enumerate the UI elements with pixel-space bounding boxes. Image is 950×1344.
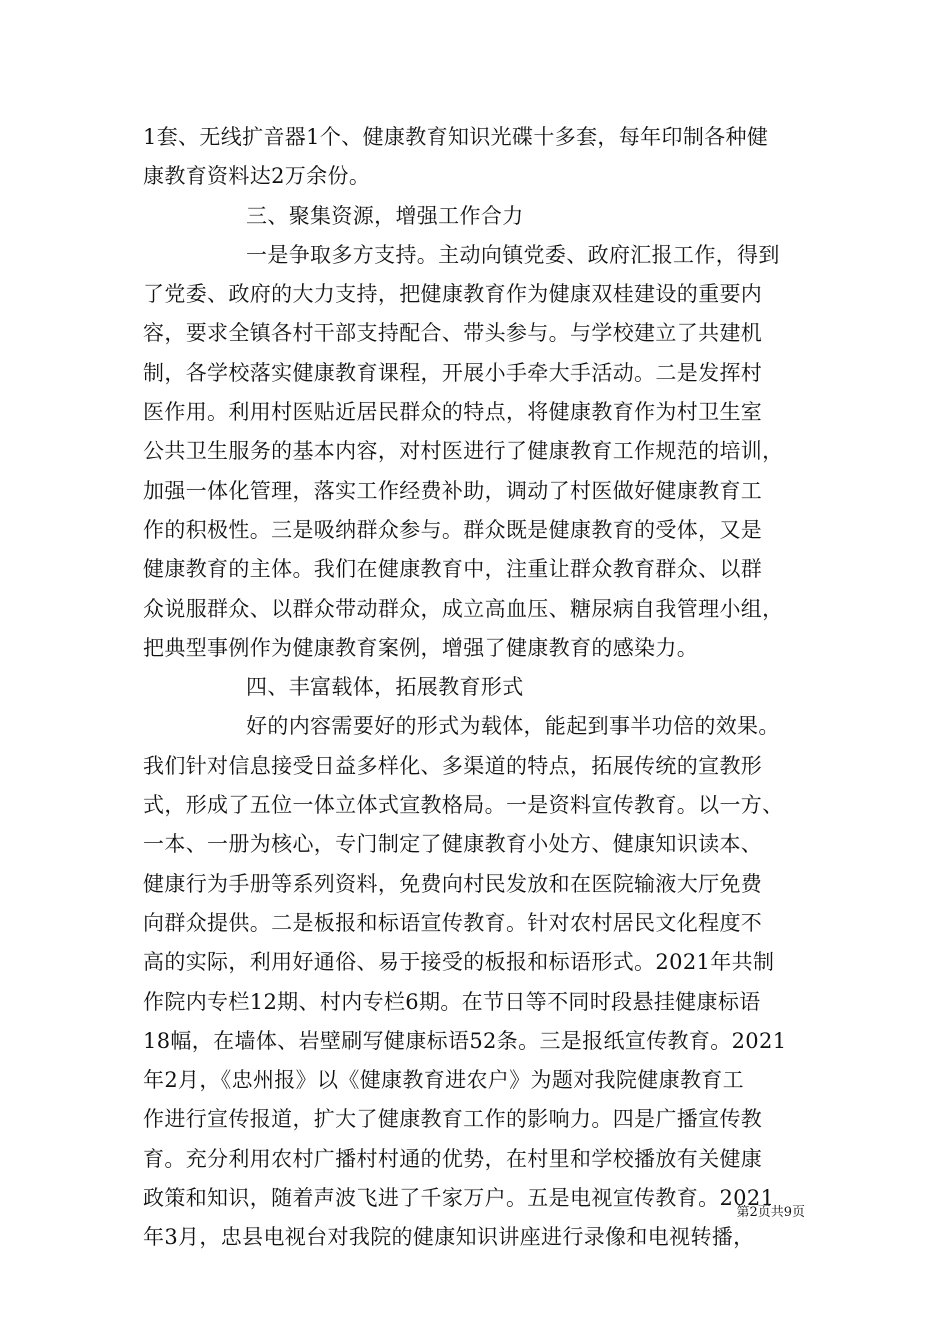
text-line: 年2月，《忠州报》以《健康教育进农户》为题对我院健康教育工 (143, 1068, 745, 1093)
text-line: 众说服群众、以群众带动群众，成立高血压、糖尿病自我管理小组， (143, 596, 784, 621)
text-line: 康教育资料达2万余份。 (143, 164, 371, 189)
text-line: 作的积极性。三是吸纳群众参与。群众既是健康教育的受体，又是 (143, 517, 763, 542)
text-line: 式，形成了五位一体立体式宣教格局。一是资料宣传教育。以一方、 (143, 793, 784, 818)
text-line: 加强一体化管理，落实工作经费补助，调动了村医做好健康教育工 (143, 478, 763, 503)
text-line: 公共卫生服务的基本内容，对村医进行了健康教育工作规范的培训， (143, 439, 784, 464)
section-heading: 四、丰富载体，拓展教育形式 (246, 675, 524, 700)
text-line: 我们针对信息接受日益多样化、多渠道的特点，拓展传统的宣教形 (143, 753, 763, 778)
body-text (143, 118, 807, 1258)
paragraph-start: 好的内容需要好的形式为载体，能起到事半功倍的效果。 (246, 714, 780, 739)
text-line: 1套、无线扩音器1个、健康教育知识光碟十多套，每年印制各种健 (143, 125, 769, 149)
text-line: 制，各学校落实健康教育课程，开展小手牵大手活动。二是发挥村 (143, 360, 763, 385)
section-heading: 三、聚集资源，增强工作合力 (246, 203, 524, 228)
text-line: 作进行宣传报道，扩大了健康教育工作的影响力。四是广播宣传教 (143, 1107, 763, 1132)
paragraph-start: 一是争取多方支持。主动向镇党委、政府汇报工作，得到 (246, 242, 780, 267)
text-line: 育。充分利用农村广播村村通的优势，在村里和学校播放有关健康 (143, 1146, 763, 1171)
text-line: 健康教育的主体。我们在健康教育中，注重让群众教育群众、以群 (143, 557, 763, 582)
text-line: 了党委、政府的大力支持，把健康教育作为健康双桂建设的重要内 (143, 282, 763, 307)
text-line: 医作用。利用村医贴近居民群众的特点，将健康教育作为村卫生室 (143, 400, 763, 425)
text-line: 健康行为手册等系列资料，免费向村民发放和在医院输液大厅免费 (143, 871, 763, 896)
text-line: 一本、一册为核心，专门制定了健康教育小处方、健康知识读本、 (143, 832, 763, 857)
page-number: 第2页共9页 (736, 1205, 805, 1220)
text-line: 把典型事例作为健康教育案例，增强了健康教育的感染力。 (143, 635, 699, 660)
text-line: 年3月，忠县电视台对我院的健康知识讲座进行录像和电视转播， (143, 1225, 755, 1250)
text-line: 作院内专栏12期、村内专栏6期。在节日等不同时段悬挂健康标语 (143, 989, 761, 1014)
text-line: 容，要求全镇各村干部支持配合、带头参与。与学校建立了共建机 (143, 321, 763, 346)
text-line: 政策和知识，随着声波飞进了千家万户。五是电视宣传教育。2021 (143, 1186, 775, 1211)
text-line: 向群众提供。二是板报和标语宣传教育。针对农村居民文化程度不 (143, 910, 763, 935)
text-line: 18幅，在墙体、岩壁刷写健康标语52条。三是报纸宣传教育。2021 (143, 1028, 787, 1053)
text-line: 高的实际，利用好通俗、易于接受的板报和标语形式。2021年共制 (143, 950, 775, 975)
